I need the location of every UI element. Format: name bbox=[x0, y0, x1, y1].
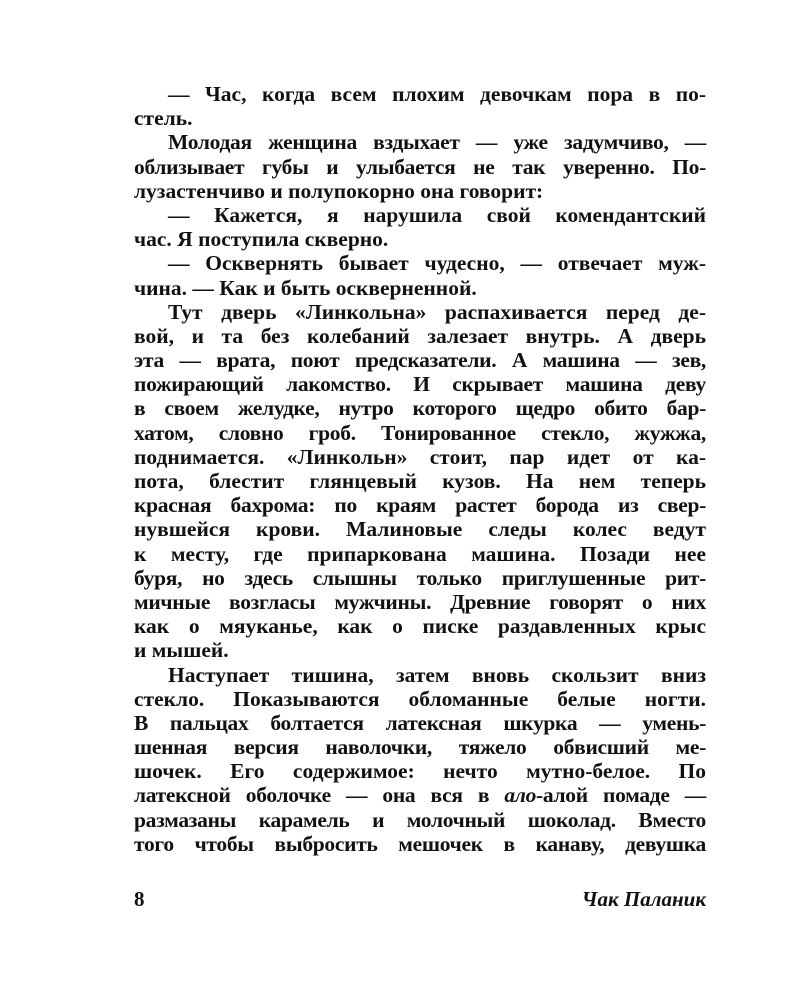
emphasis-word: ало bbox=[504, 783, 537, 808]
text-line: к месту, где припаркована машина. Позади нее bbox=[134, 541, 706, 566]
text-line: того чтобы выбросить мешочек в канаву, девушка bbox=[134, 831, 706, 856]
text-line: стель. bbox=[134, 106, 193, 131]
text-line: буря, но здесь слышны только приглушенные рит- bbox=[134, 565, 706, 590]
text-line: мичные возгласы мужчины. Древние говорят о них bbox=[134, 589, 706, 614]
text-line: пожирающий лакомство. И скрывает машина деву bbox=[134, 372, 706, 397]
text-line: — Час, когда всем плохим девочкам пора в по- bbox=[168, 82, 706, 106]
text-line: В пальцах болтается латексная шкурка — умень- bbox=[134, 710, 706, 735]
text-line: час. Я поступила скверно. bbox=[134, 227, 389, 252]
text-line: шочек. Его содержимое: нечто мутно-белое. По bbox=[134, 759, 706, 784]
text-line: — Осквернять бывает чудесно, — отвечает муж- bbox=[168, 251, 706, 276]
text-line: Тут дверь «Линкольна» распахивается перед де- bbox=[168, 299, 706, 324]
text-line: размазаны карамель и молочный шоколад. Вместо bbox=[134, 807, 706, 832]
text-line: Наступает тишина, затем вновь скользит вниз bbox=[168, 662, 706, 687]
page-number: 8 bbox=[134, 887, 145, 911]
text-line: Молодая женщина вздыхает — уже задумчиво, — bbox=[168, 130, 706, 155]
text-line: стекло. Показываются обломанные белые ногти. bbox=[134, 686, 706, 711]
text-line: красная бахрома: по краям растет борода из свер- bbox=[134, 493, 706, 518]
text-line: лузастенчиво и полупокорно она говорит: bbox=[134, 178, 544, 203]
text-line: поднимается. «Линкольн» стоит, пар идет от ка- bbox=[134, 444, 706, 469]
text-fragment: -алой помаде — bbox=[536, 783, 706, 808]
text-line: — Кажется, я нарушила свой комендантский bbox=[168, 202, 706, 227]
text-line: вой, и та без колебаний залезает внутрь. А дверь bbox=[134, 323, 706, 348]
text-line: облизывает губы и улыбается не так уверенно. По- bbox=[134, 154, 706, 179]
text-line: эта — врата, поют предсказатели. А машина — зев, bbox=[134, 348, 706, 373]
text-line: нувшейся крови. Малиновые следы колес ведут bbox=[134, 517, 706, 542]
text-line: как о мяуканье, как о писке раздавленных крыс bbox=[134, 614, 706, 639]
text-line: шенная версия наволочки, тяжело обвисший ме- bbox=[134, 735, 706, 760]
body-text bbox=[134, 82, 706, 856]
text-line: чина. — Как и быть оскверненной. bbox=[134, 275, 477, 300]
page-footer bbox=[134, 887, 706, 912]
text-line: хатом, словно гроб. Тонированное стекло, жужжа, bbox=[134, 420, 706, 445]
text-line: в своем желудке, нутро которого щедро обито бар- bbox=[134, 396, 706, 421]
text-line: и мышей. bbox=[134, 638, 229, 663]
text-fragment: латексной оболочке — она вся в bbox=[134, 783, 505, 808]
text-line-with-emphasis bbox=[134, 783, 706, 807]
text-line: пота, блестит глянцевый кузов. На нем теперь bbox=[134, 469, 706, 493]
running-footer-author: Чак Паланик bbox=[581, 887, 706, 911]
